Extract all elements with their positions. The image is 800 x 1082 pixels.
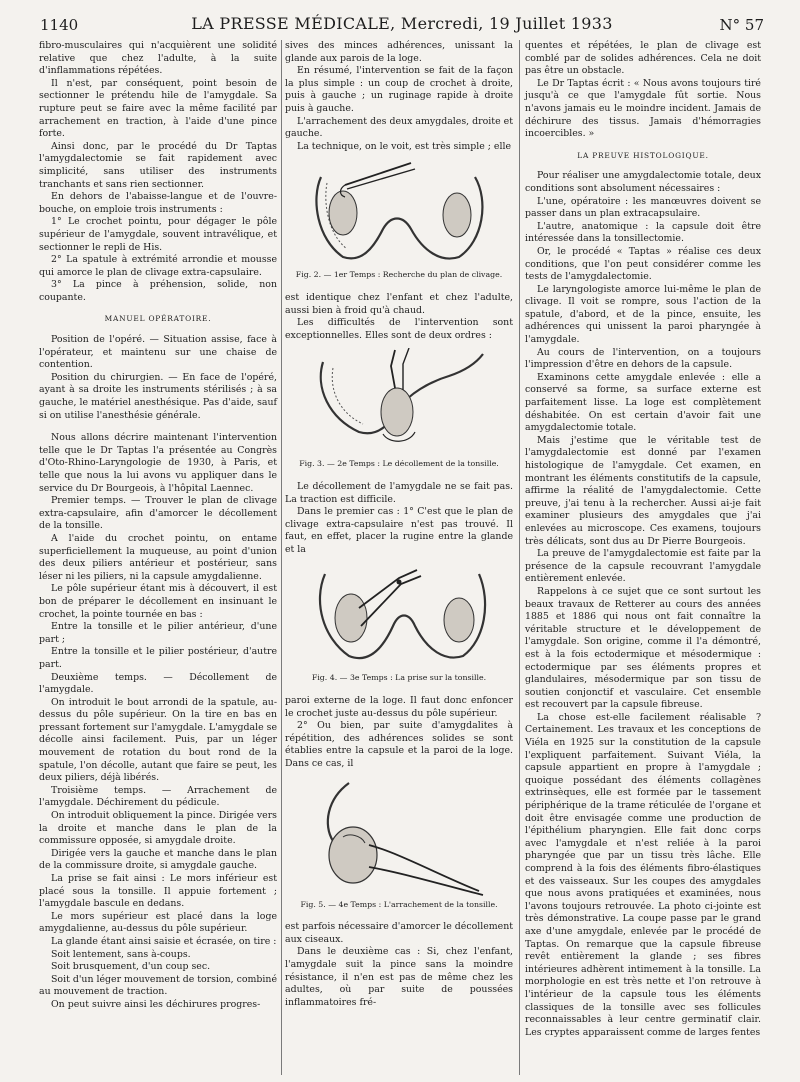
- column-2: [285, 40, 513, 1009]
- paragraph: Dirigée vers la gauche et manche dans le plan de la commissure droite, si amygdale gauche.: [39, 847, 277, 872]
- figure-3-caption: Fig. 3. — 2e Temps : Le décollement de la tonsille.: [299, 459, 499, 469]
- column-1: [39, 40, 277, 1012]
- figure-4-caption: Fig. 4. — 3e Temps : La prise sur la tonsille.: [311, 673, 487, 683]
- paragraph: Entre la tonsille et le pilier postérieur, d'autre part.: [39, 646, 277, 670]
- page-number: 1140: [40, 16, 79, 34]
- paragraph: L'autre, anatomique : la capsule doit être intéressée dans la tonsillectomie.: [525, 220, 761, 245]
- paragraph: quentes et répétées, le plan de clivage est comblé par de solides adhérences. Cela ne doit pas être un obstacle.: [525, 40, 761, 77]
- paragraph: Le Dr Taptas écrit : « Nous avons toujours tiré jusqu'à ce que l'amygdale fût sortie. Nous n'avons jamais eu le moindre incident. Jamais de déchirure des tissus. Jamais d'hémorragies incoercibles. »: [525, 77, 761, 140]
- paragraph: La chose est-elle facilement réalisable ? Certainement. Les travaux et les conceptions de Viéla en 1925 sur la constitution de la capsule l'expliquent parfaitement. Suivant Viéla, la capsule appartient en propre à l'amygdale ; quoique possédant des éléments collagènes extrinsèques, elle est formée par le tassement périphérique de la trame réticulée de l'organe et doit être envisagée comme une production de l'épithélium pharyngien. Elle fait donc corps avec l'amygdale et n'est reliée à la paroi pharyngée que par un tissu très lâche. Elle comprend à la fois des éléments fibro-élastiques et des vaisseaux. Sur les coupes des amygdales que nous avons pratiquées et examinées, nous l'avons toujours retrouvée. La photo ci-jointe est très démonstrative. La coupe passe par le grand axe d'une amygdale, enlevée par le procédé de Taptas. On remarque que la capsule fibreuse revêt entièrement la glande ; ses fibres intérieures adhèrent intimement à la tonsille. La morphologie en est très nette et l'on retrouve à l'intérieur de la capsule tous les éléments classiques de la tonsille avec ses follicules reconnaissables à leur centre germinatif clair. Les cryptes apparaissent comme de larges fentes: [525, 711, 761, 1038]
- paragraph: Soit lentement, sans à-coups.: [51, 948, 191, 960]
- paragraph: La glande étant ainsi saisie et écrasée, on tire :: [51, 935, 277, 947]
- paragraph: La technique, on le voit, est très simple ; elle: [297, 140, 511, 152]
- paragraph: L'arrachement des deux amygdales, droite et gauche.: [285, 115, 513, 140]
- figure-2: [285, 159, 513, 282]
- paragraph: La preuve de l'amygdalectomie est faite par la présence de la capsule recouvrant l'amygdale entièrement enlevée.: [525, 548, 761, 585]
- paragraph: Rappelons à ce sujet que ce sont surtout les beaux travaux de Retterer au cours des années 1885 et 1886 qui nous ont fait connaître la véritable structure et le développement de l'amygdale. Son origine, comme il l'a démontré, est à la fois ectodermique et mésodermique : ectodermique par ses éléments propres et glandulaires, mésodermique par son tissu de soutien conjonctif et vasculaire. Cet ensemble est recouvert par la capsule fibreuse.: [525, 585, 761, 711]
- paragraph: Il n'est, par conséquent, point besoin de sectionner le prétendu hile de l'amygdale. Sa rupture peut se faire avec la même facilité par arrachement en traction, à l'aide d'une pince forte.: [39, 77, 277, 140]
- paragraph: 1° Le crochet pointu, pour dégager le pôle supérieur de l'amygdale, souvent intravélique, et sectionner le repli de His.: [39, 216, 277, 253]
- figure-5-illustration: [299, 777, 499, 897]
- paragraph: est identique chez l'enfant et chez l'adulte, aussi bien à froid qu'à chaud.: [285, 291, 513, 316]
- page-header: [40, 14, 764, 40]
- paragraph: 2° Ou bien, par suite d'amygdalites à répétition, des adhérences solides se sont établies entre la capsule et la paroi de la loge. Dans ce cas, il: [285, 720, 513, 770]
- paragraph: Le laryngologiste amorce lui-même le plan de clivage. Il voit se rompre, sous l'action de la spatule, d'abord, et de la pince, ensuite, les adhérences qui unissent la paroi pharyngée à l'amygdale.: [525, 283, 761, 346]
- section-heading: LA PREUVE HISTOLOGIQUE.: [577, 150, 709, 160]
- figure-2-illustration: [299, 159, 499, 267]
- paragraph: Soit d'un léger mouvement de torsion, combiné au mouvement de traction.: [39, 973, 277, 998]
- journal-title: LA PRESSE MÉDICALE, Mercredi, 19 Juillet 1933: [191, 14, 613, 33]
- paragraph: Dans le deuxième cas : Si, chez l'enfant, l'amygdale suit la pince sans la moindre résistance, il n'en est pas de même chez les adultes, où par suite de poussées inflammatoires fré-: [285, 946, 513, 1008]
- paragraph: Soit brusquement, d'un coup sec.: [51, 961, 211, 973]
- paragraph: Les difficultés de l'intervention sont exceptionnelles. Elles sont de deux ordres :: [285, 317, 513, 341]
- figure-4-illustration: [299, 562, 499, 670]
- paragraph: L'une, opératoire : les manœuvres doivent se passer dans un plan extracapsulaire.: [525, 195, 761, 220]
- paragraph: Le mors supérieur est placé dans la loge amygdalienne, au-dessus du pôle supérieur.: [39, 910, 277, 935]
- figure-3: [285, 348, 513, 471]
- paragraph: est parfois nécessaire d'amorcer le décollement aux ciseaux.: [285, 921, 513, 945]
- section-heading: MANUEL OPÉRATOIRE.: [104, 314, 212, 324]
- paragraph: Pour réaliser une amygdalectomie totale, deux conditions sont absolument nécessaires :: [525, 170, 761, 194]
- paragraph: 3° La pince à préhension, solide, non coupante.: [39, 279, 277, 303]
- column-rule-1: [281, 40, 282, 1075]
- paragraph: Nous allons décrire maintenant l'intervention telle que le Dr Taptas l'a présentée au Congrès d'Oto-Rhino-Laryngologie de 1930, à Paris, et telle que nous la lui avons vu appliquer dans le service du Dr Bourgeois, à l'hôpital Laennec.: [39, 432, 277, 494]
- paragraph: On introduit obliquement la pince. Dirigée vers la droite et manche dans le plan de la commissure opposée, si amygdale droite.: [39, 810, 277, 847]
- paragraph: Premier temps. — Trouver le plan de clivage extra-capsulaire, afin d'amorcer le décollement de la tonsille.: [39, 495, 277, 532]
- column-3: [525, 40, 761, 1039]
- paragraph: A l'aide du crochet pointu, on entame superficiellement la muqueuse, au point d'union des deux piliers antérieur et postérieur, sans léser ni les piliers, ni la capsule amygdalienne.: [39, 532, 277, 582]
- paragraph: Entre la tonsille et le pilier antérieur, d'une part ;: [39, 621, 277, 645]
- figure-5-caption: Fig. 5. — 4e Temps : L'arrachement de la tonsille.: [300, 899, 498, 909]
- paragraph: Examinons cette amygdale enlevée : elle a conservé sa forme, sa surface externe est parfaitement lisse. La loge est complètement déshabitée. On est certain d'avoir fait une amygdalectomie totale.: [525, 371, 761, 434]
- paragraph: On peut suivre ainsi les déchirures progres-: [51, 998, 261, 1010]
- figure-5: [285, 777, 513, 912]
- paragraph: Mais j'estime que le véritable test de l'amygdalectomie est donné par l'examen histologique de l'amygdale. Cet examen, en montrant les éléments constitutifs de la capsule, affirme la réalité de l'amygdalectomie. Cette preuve, j'ai tenu à la rechercher. Aussi ai-je fait examiner plusieurs des amygdales que j'ai enlevées au microscope. Ces examens, toujours très délicats, sont dus au Dr Pierre Bourgeois.: [525, 434, 761, 547]
- paragraph: Deuxième temps. — Décollement de l'amygdale.: [39, 671, 277, 696]
- paragraph: Au cours de l'intervention, on a toujours l'impression d'être en dehors de la capsule.: [525, 346, 761, 371]
- paragraph: Le décollement de l'amygdale ne se fait pas. La traction est difficile.: [285, 480, 513, 505]
- paragraph: La prise se fait ainsi : Le mors inférieur est placé sous la tonsille. Il appuie fortement ; l'amygdale bascule en dedans.: [39, 873, 277, 910]
- paragraph: En résumé, l'intervention se fait de la façon la plus simple : un coup de crochet à droite, puis à gauche ; un ruginage rapide à droite puis à gauche.: [285, 65, 513, 114]
- paragraph: Position de l'opéré. — Situation assise, face à l'opérateur, et maintenu sur une chaise de contention.: [39, 334, 277, 371]
- paragraph: sives des minces adhérences, unissant la glande aux parois de la loge.: [285, 40, 513, 64]
- column-rule-2: [519, 40, 520, 1075]
- paragraph: Or, le procédé « Taptas » réalise ces deux conditions, que l'on peut considérer comme les tests de l'amygdalectomie.: [525, 245, 761, 283]
- figure-4: [285, 562, 513, 685]
- figure-3-illustration: [299, 348, 499, 456]
- figure-2-caption: Fig. 2. — 1er Temps : Recherche du plan de clivage.: [295, 270, 503, 280]
- paragraph: Position du chirurgien. — En face de l'opéré, ayant à sa droite les instruments stérilisés ; à sa gauche, le matériel anesthésique. Pas d'aide, sauf si on utilise l'anesthésie générale.: [39, 371, 277, 421]
- paragraph: On introduit le bout arrondi de la spatule, au-dessus du pôle supérieur. On la tire en bas en pressant fortement sur l'amygdale. L'amygdale se décolle ainsi facilement. Puis, par un léger mouvement de rotation du bout rond de la spatule, l'on décolle, autant que faire se peut, les deux piliers, déjà libérés.: [39, 696, 277, 784]
- paragraph: paroi externe de la loge. Il faut donc enfoncer le crochet juste au-dessus du pôle supérieur.: [285, 695, 513, 719]
- paragraph: 2° La spatule à extrémité arrondie et mousse qui amorce le plan de clivage extra-capsulaire.: [39, 254, 277, 278]
- paragraph: Le pôle supérieur étant mis à découvert, il est bon de préparer le décollement en insinuant le crochet, la pointe tournée en bas :: [39, 583, 277, 620]
- paragraph: En dehors de l'abaisse-langue et de l'ouvre-bouche, on emploie trois instruments :: [39, 191, 277, 215]
- issue-number: N° 57: [719, 16, 764, 34]
- paragraph: Ainsi donc, par le procédé du Dr Taptas l'amygdalectomie se fait rapidement avec simplicité, sans utiliser des instruments tranchants et sans rien sectionner.: [39, 140, 277, 190]
- paragraph: Troisième temps. — Arrachement de l'amygdale. Déchirement du pédicule.: [39, 784, 277, 809]
- paragraph: fibro-musculaires qui n'acquièrent une solidité relative que chez l'adulte, à la suite d'inflammations répétées.: [39, 40, 277, 77]
- paragraph: Dans le premier cas : 1° C'est que le plan de clivage extra-capsulaire n'est pas trouvé. Il faut, en effet, placer la rugine entre la glande et la: [285, 506, 513, 555]
